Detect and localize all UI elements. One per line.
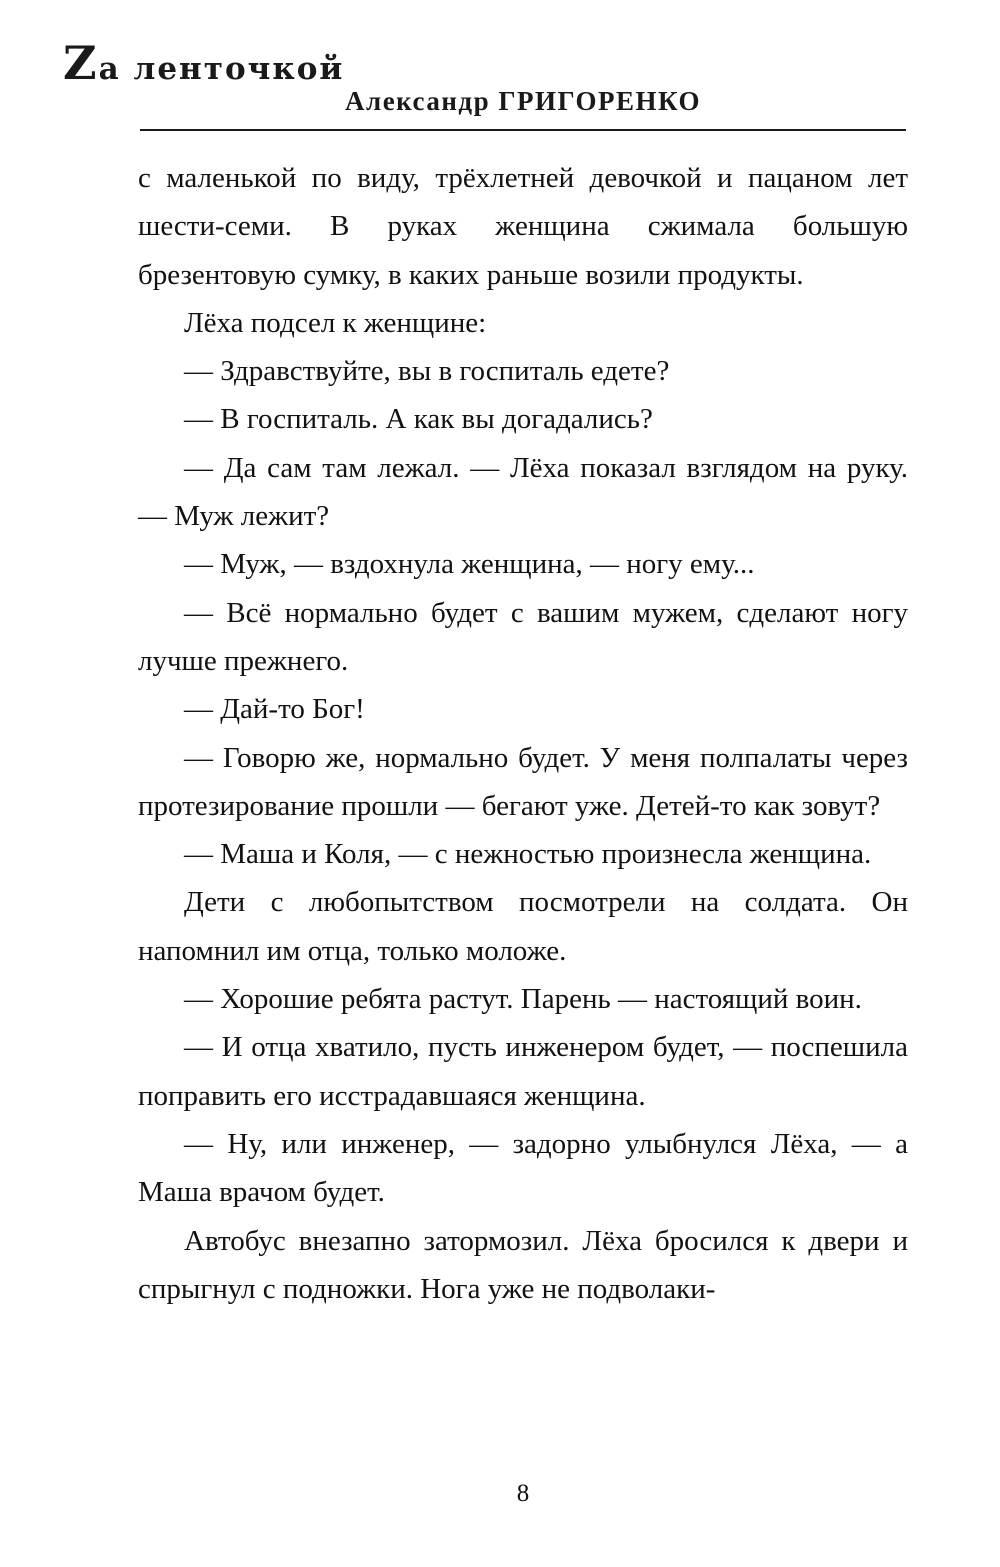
paragraph: — Говорю же, нормально будет. У меня полпалаты через протезирование прошли — бегают уже. Детей-то как зовут?	[138, 741, 908, 822]
paragraph: — Муж, — вздохнула женщина, — ногу ему...	[184, 548, 755, 581]
paragraph: — Хорошие ребята растут. Парень — настоящий воин.	[184, 983, 862, 1016]
paragraph: — Ну, или инженер, — задорно улыбнулся Лёха, — а Маша врачом будет.	[138, 1127, 908, 1209]
page-header	[138, 86, 908, 117]
paragraph: — Дай-то Бог!	[184, 693, 365, 726]
paragraph: Дети с любопытством посмотрели на солдата. Он напомнил им отца, только моложе.	[138, 886, 908, 967]
book-title-logo: Zа ленточкой	[63, 36, 345, 90]
paragraph: — И отца хватило, пусть инженером будет, — поспешила поправить его исстрадавшаяся женщина.	[138, 1031, 908, 1112]
paragraph: — Здравствуйте, вы в госпиталь едете?	[184, 355, 670, 388]
paragraph: — Да сам там лежал. — Лёха показал взглядом на руку. — Муж лежит?	[138, 451, 908, 533]
author-name: Александр ГРИГОРЕНКО	[345, 86, 701, 116]
paragraph: — В госпиталь. А как вы догадались?	[184, 403, 653, 436]
header-divider-rule	[140, 129, 906, 131]
paragraph: Автобус внезапно затормозил. Лёха бросился к двери и спрыгнул с подножки. Нога уже не подволаки-	[138, 1224, 908, 1305]
paragraph: с маленькой по виду, трёхлетней девочкой и пацаном лет шести-семи. В руках женщина сжимала большую брезентовую сумку, в каких раньше возили продукты.	[138, 162, 908, 291]
page-number: 8	[516, 1480, 530, 1507]
page-text	[138, 154, 908, 1313]
paragraph: Лёха подсел к женщине:	[184, 306, 487, 339]
paragraph: — Всё нормально будет с вашим мужем, сделают ногу лучше прежнего.	[138, 596, 908, 677]
paragraph: — Маша и Коля, — с нежностью произнесла женщина.	[184, 838, 872, 871]
